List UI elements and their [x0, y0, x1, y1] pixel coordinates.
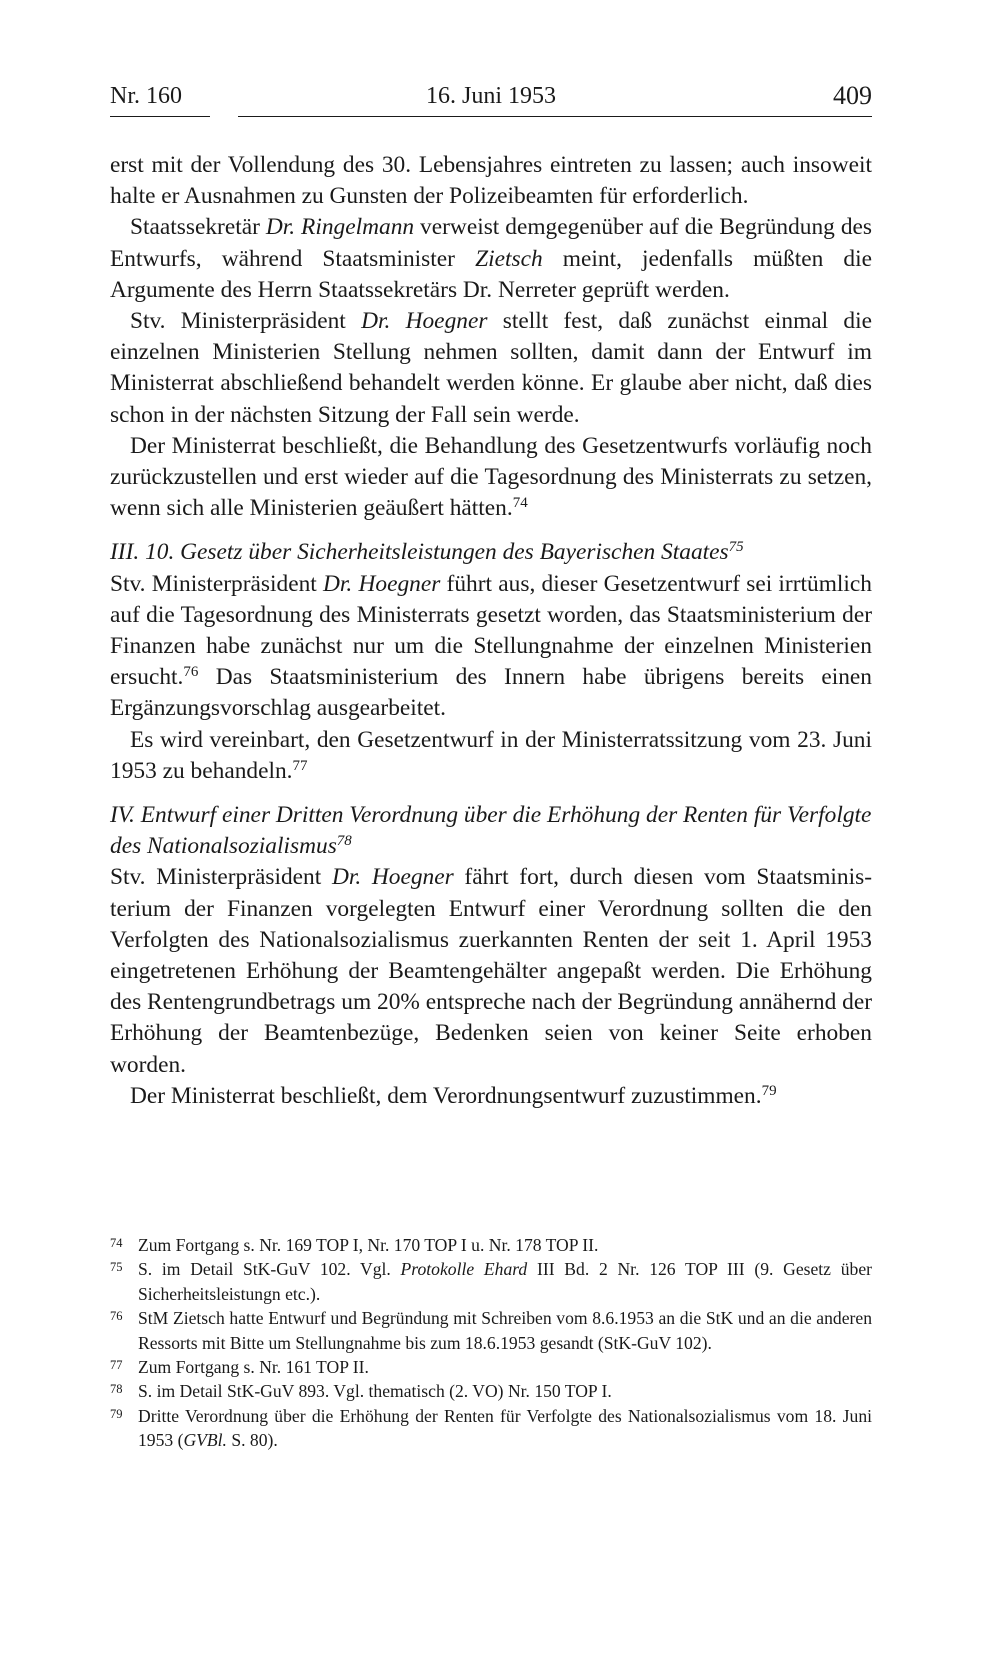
footnote: 76 StM Zietsch hatte Entwurf und Begründung mit Schreiben vom 8.6.1953 an die StK und an die anderen Ressorts mit Bitte um Stellungnahme bis zum 18.6.1953 gesandt (StK-GuV 102). — [110, 1306, 872, 1355]
page-number: 409 — [833, 81, 872, 110]
paragraph: Stv. Ministerpräsident Dr. Hoegner fährt fort, durch diesen vom Staatsministerium der Finanzen vorgelegten Entwurf einer Verordnung sollten die den Verfolgten des Nationalsozialismus zuerkannten Renten der seit 1. April 1953 eingetretenen Erhöhung der Beamtengehälter angepaßt werden. Die Erhöhung des Rentengrundbetrags um 20% entspreche nach der Begründung annähernd der Erhöhung der Beamtenbezüge, Bedenken seien von keiner Seite erhoben worden. — [110, 864, 872, 1078]
speaker-name: Dr. Hoegner — [361, 308, 488, 335]
footnote-ref[interactable]: 79 — [761, 1082, 777, 1099]
footnote-ref[interactable]: 77 — [292, 757, 308, 774]
speaker-name: Zietsch — [475, 245, 543, 272]
speaker-name: Dr. Ringelmann — [265, 214, 415, 241]
running-head — [110, 82, 872, 116]
document-number: Nr. 160 — [110, 83, 182, 109]
footnote-mark: 76 — [110, 1309, 123, 1324]
body-text — [110, 150, 872, 1112]
paragraph: Stv. Ministerpräsident Dr. Hoegner stellt fest, daß zunächst einmal die einzelnen Ministerien Stellung nehmen sollten, damit dann der Entwurf im Ministerrat abschließend behandelt werden könne. Er glaube aber nicht, daß dies schon in der nächsten Sitzung der Fall sein werde. — [110, 308, 872, 428]
footnote-mark: 77 — [110, 1358, 123, 1373]
footnote-mark: 79 — [110, 1406, 123, 1421]
page — [110, 82, 872, 1112]
footnotes — [110, 1233, 872, 1453]
section-heading: III. 10. Gesetz über Sicherheitsleistungen des Bayerischen Staates$^{75}$ — [110, 539, 744, 566]
speaker-name: Dr. Hoegner — [323, 570, 441, 597]
paragraph: Es wird vereinbart, den Gesetzentwurf in der Ministerratssitzung vom 23. Juni 1953 zu behandeln.$^{77}$ — [110, 726, 872, 784]
footnote-mark: 74 — [110, 1236, 123, 1250]
paragraph: Staatssekretär Dr. Ringelmann verweist demgegenüber auf die Begründung des Entwurfs, während Staatsminister Zietsch meint, jedenfalls müßten die Argumente des Herrn Staatssekretärs Dr. Nerreter geprüft werden. — [110, 214, 873, 303]
header-rule-right — [238, 116, 872, 117]
footnote: 74 Zum Fortgang s. Nr. 169 TOP I, Nr. 170 TOP I u. Nr. 178 TOP II. — [110, 1233, 872, 1257]
paragraph: Der Ministerrat beschließt, die Behandlung des Gesetzentwurfs vorläufig noch zurückzustellen und erst wieder auf die Tagesordnung des Ministerrats zu setzen, wenn sich alle Ministerien geäußert hätten.$^{74}$ — [110, 432, 872, 522]
session-date: 16. Juni 1953 — [425, 83, 556, 109]
header-rule-left — [110, 116, 210, 117]
footnote-ref[interactable]: 74 — [512, 495, 528, 512]
footnote-mark: 78 — [110, 1382, 123, 1397]
paragraph: Der Ministerrat beschließt, dem Verordnungsentwurf zuzustimmen.$^{79}$ — [130, 1082, 777, 1109]
paragraph: erst mit der Vollendung des 30. Lebensjahres eintreten zu lassen; auch insoweit halte er Ausnahmen zu Gunsten der Polizeibeamten für erforderlich. — [110, 152, 872, 210]
footnote: 77 Zum Fortgang s. Nr. 161 TOP II. — [110, 1355, 872, 1379]
footnote-mark: 75 — [110, 1260, 123, 1275]
footnote: 79 Dritte Verordnung über die Erhöhung der Renten für Verfolgte des Nationalsozialismus vom 18. Juni 1953 (GVBl. S. 80). — [110, 1404, 872, 1453]
section-heading: IV. Entwurf einer Dritten Verordnung über die Erhöhung der Renten für Verfolgte des Nationalsozialismus$^{78}$ — [110, 802, 872, 860]
footnote: 78 S. im Detail StK-GuV 893. Vgl. thematisch (2. VO) Nr. 150 TOP I. — [110, 1379, 872, 1403]
speaker-name: Dr. Hoegner — [331, 864, 454, 891]
footnote: 75 S. im Detail StK-GuV 102. Vgl. Protokolle Ehard III Bd. 2 Nr. 126 TOP III (9. Gesetz über Sicherheitsleistungn etc.). — [110, 1257, 872, 1306]
footnote-ref[interactable]: 78 — [336, 833, 352, 850]
footnote-ref[interactable]: 75 — [728, 539, 744, 556]
footnote-ref[interactable]: 76 — [183, 664, 199, 681]
paragraph: Stv. Ministerpräsident Dr. Hoegner führt aus, dieser Gesetzentwurf sei irrtümlich auf die Tagesordnung des Ministerrats gesetzt worden, das Staatsministerium der Finanzen habe zunächst nur um die Stellungnahme der einzelnen Ministerien ersucht.$^{76}$ Das Staatsministerium des Innern habe übrigens bereits einen Ergänzungsvorschlag ausgearbeitet. — [110, 570, 872, 722]
